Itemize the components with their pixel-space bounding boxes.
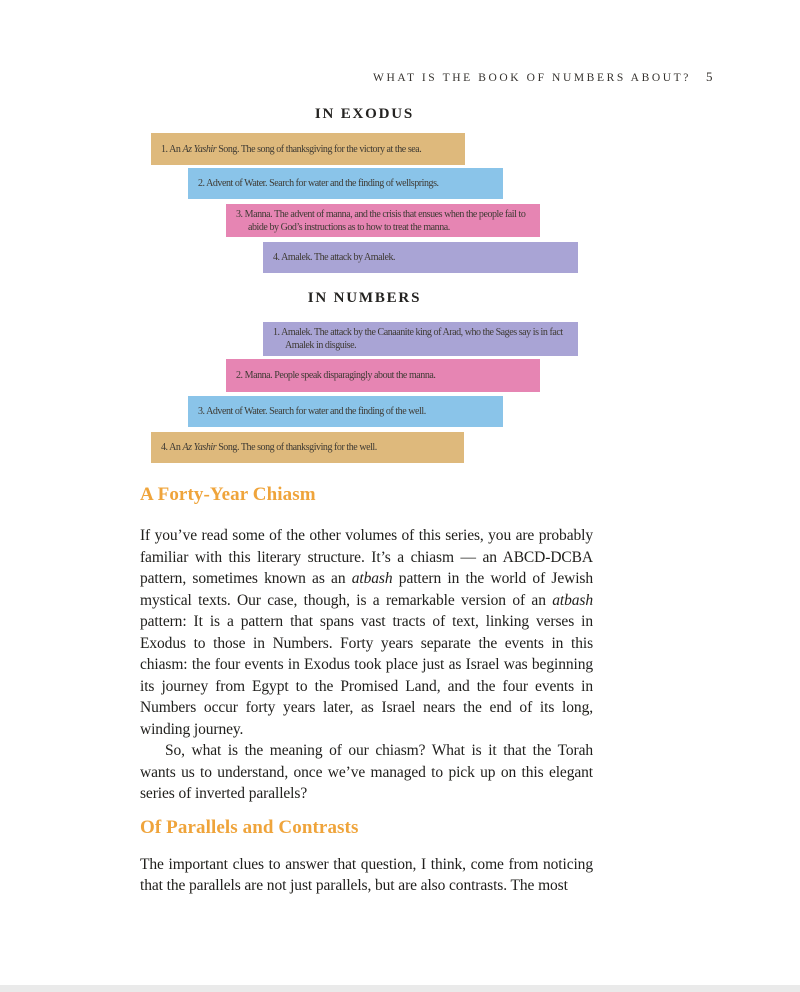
chiasm-item-text: 4. An Az Yashir Song. The song of thanksgiving for the well.	[161, 442, 377, 453]
chiasm-item-exodus-1	[151, 133, 465, 165]
paragraph: If you’ve read some of the other volumes of this series, you are probably familiar with this literary structure. It’s a chiasm — an ABCD-DCBA pattern, sometimes known as an atbash pattern in the world of Jewish mystical texts. Our case, though, is a remarkable version of an atbash pattern: It is a pattern that spans vast tracts of text, linking verses in Exodus to those in Numbers. Forty years separate the events in this chiasm: the four events in Exodus took place just as Israel was beginning its journey from Egypt to the Promised Land, and the four events in Numbers occur forty years later, as Israel nears the end of its long, winding journey.	[140, 527, 594, 738]
paragraph: So, what is the meaning of our chiasm? What is it that the Torah wants us to understand, once we’ve managed to pick up on this elegant series of inverted parallels?	[140, 742, 593, 802]
chiasm-item-text: 1. Amalek. The attack by the Canaanite king of Arad, who the Sages say is in fact Amalek in disguise.	[273, 327, 563, 351]
article-body	[140, 484, 593, 897]
chiasm-item-exodus-2	[188, 168, 503, 199]
chiasm-item-text: 3. Manna. The advent of manna, and the crisis that ensues when the people fail to abide by God’s instructions as to how to treat the manna.	[236, 208, 526, 233]
section-heading-forty-year-chiasm: A Forty-Year Chiasm	[140, 484, 316, 505]
chiasm-item-numbers-1	[263, 322, 578, 356]
chiasm-item-numbers-3	[188, 396, 503, 427]
chiasm-item-text: 3. Advent of Water. Search for water and the finding of the well.	[198, 406, 426, 417]
section-heading-parallels-contrasts: Of Parallels and Contrasts	[140, 816, 359, 838]
paragraph: The important clues to answer that question, I think, come from noticing that the parallels are not just parallels, but are also contrasts. The most	[140, 855, 593, 894]
chiasm-item-text: 2. Advent of Water. Search for water and the finding of wellsprings.	[198, 178, 439, 189]
chiasm-item-exodus-4	[263, 242, 578, 273]
page-bottom-edge	[0, 985, 800, 992]
running-head	[373, 69, 713, 85]
in-numbers-heading: IN NUMBERS	[307, 290, 422, 306]
running-head-title: WHAT IS THE BOOK OF NUMBERS ABOUT?	[373, 72, 691, 84]
in-exodus-heading: IN EXODUS	[314, 106, 415, 122]
chiasm-item-exodus-3	[226, 204, 540, 237]
chiasm-item-numbers-4	[151, 432, 464, 463]
chiasm-item-text: 2. Manna. People speak disparagingly about the manna.	[236, 370, 436, 381]
chiasm-item-text: 4. Amalek. The attack by Amalek.	[273, 252, 396, 263]
chiasm-item-numbers-2	[226, 359, 540, 392]
chiasm-item-text: 1. An Az Yashir Song. The song of thanksgiving for the victory at the sea.	[161, 143, 422, 155]
page-number: 5	[706, 69, 713, 84]
